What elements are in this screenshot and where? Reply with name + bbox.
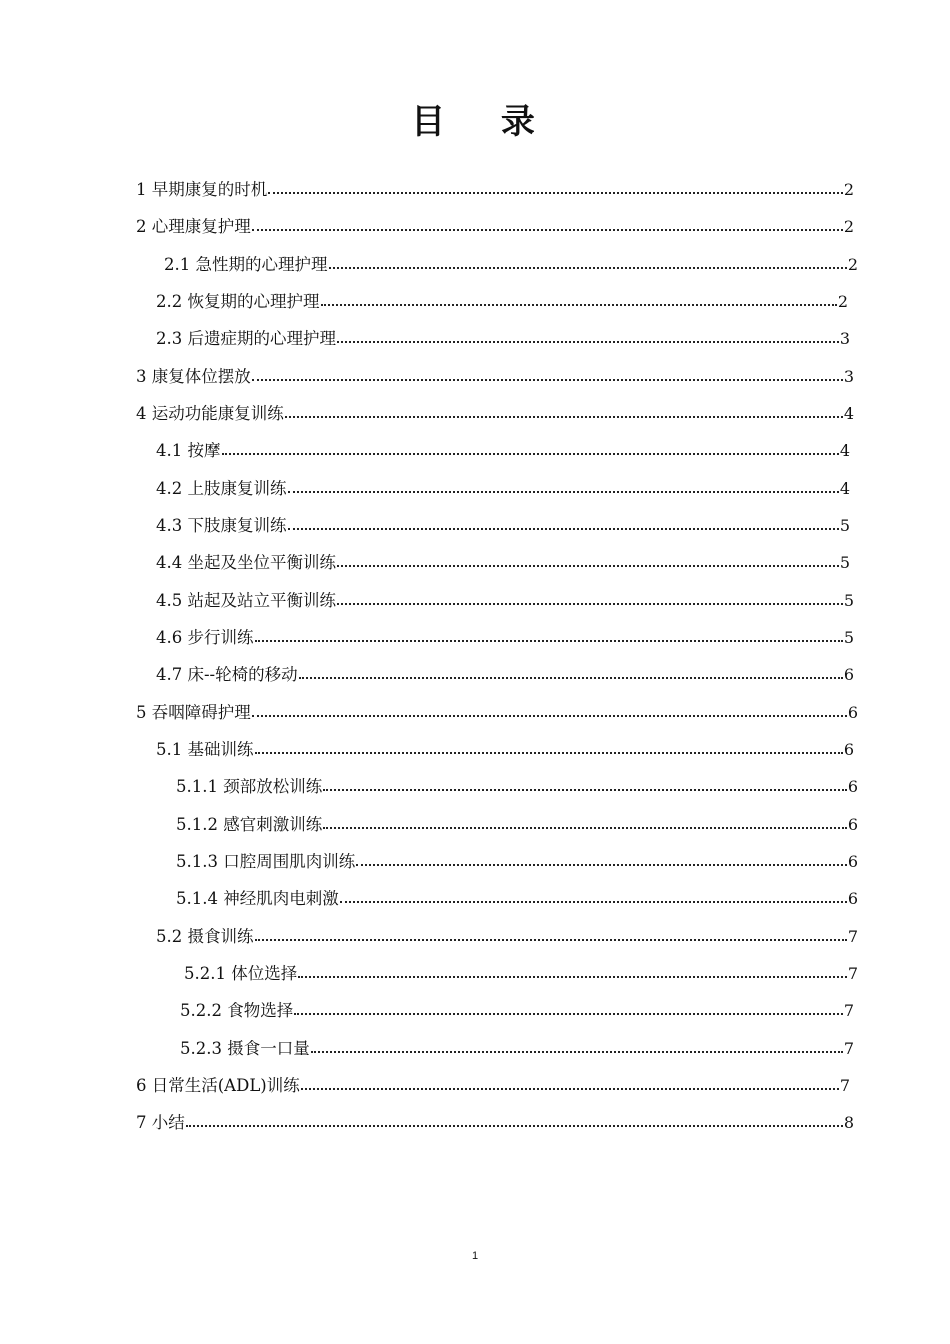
- toc-entry-label: 4.5 站起及站立平衡训练: [156, 591, 336, 610]
- dot-leader: [299, 663, 843, 679]
- dot-leader: [298, 962, 847, 978]
- dot-leader: [323, 775, 847, 791]
- toc-entry[interactable]: [156, 626, 854, 650]
- toc-entry-label: 2.1 急性期的心理护理: [164, 255, 328, 274]
- toc-entry[interactable]: [176, 850, 858, 874]
- toc-entry[interactable]: [164, 253, 858, 277]
- toc-entry[interactable]: [136, 215, 854, 239]
- toc-entry[interactable]: [156, 327, 850, 351]
- toc-entry-page: 6: [847, 852, 858, 871]
- dot-leader: [311, 1037, 843, 1053]
- toc-entry-label: 5.2.3 摄食一口量: [180, 1039, 310, 1058]
- dot-leader: [255, 738, 843, 754]
- toc-entry[interactable]: [156, 589, 854, 613]
- toc-entry[interactable]: [156, 477, 850, 501]
- toc-entry[interactable]: [176, 887, 858, 911]
- dot-leader: [255, 925, 847, 941]
- dot-leader: [340, 887, 847, 903]
- toc-entry-label: 5.1 基础训练: [156, 740, 254, 759]
- dot-leader: [268, 178, 843, 194]
- toc-entry-label: 4.6 步行训练: [156, 628, 254, 647]
- toc-entry[interactable]: [156, 439, 850, 463]
- dot-leader: [337, 551, 839, 567]
- toc-entry-label: 5.1.2 感官刺激训练: [176, 815, 323, 834]
- dot-leader: [288, 477, 839, 493]
- toc-entry[interactable]: [156, 738, 854, 762]
- toc-entry-page: 5: [839, 516, 850, 535]
- toc-entry[interactable]: [156, 551, 850, 575]
- toc-entry-page: 6: [847, 703, 858, 722]
- dot-leader: [337, 589, 843, 605]
- dot-leader: [186, 1111, 843, 1127]
- dot-leader: [255, 626, 843, 642]
- toc-entry[interactable]: [136, 178, 854, 202]
- page-title: 目 录: [411, 102, 557, 142]
- toc-entry[interactable]: [180, 1037, 854, 1061]
- toc-entry-page: 6: [843, 740, 854, 759]
- dot-leader: [252, 215, 843, 231]
- toc-entry-page: 7: [847, 927, 858, 946]
- toc-entry-label: 4.2 上肢康复训练: [156, 479, 287, 498]
- toc-entry-page: 5: [843, 628, 854, 647]
- toc-entry-label: 5.2 摄食训练: [156, 927, 254, 946]
- toc-entry-label: 2 心理康复护理: [136, 217, 251, 236]
- dot-leader: [252, 701, 847, 717]
- toc-entry[interactable]: [136, 701, 858, 725]
- toc-entry-page: 6: [847, 815, 858, 834]
- dot-leader: [285, 402, 843, 418]
- toc-entry[interactable]: [176, 775, 858, 799]
- toc-entry[interactable]: [136, 402, 854, 426]
- toc-entry-label: 2.3 后遗症期的心理护理: [156, 329, 336, 348]
- toc-entry[interactable]: [156, 663, 854, 687]
- toc-entry-label: 4 运动功能康复训练: [136, 404, 284, 423]
- dot-leader: [252, 365, 843, 381]
- toc-entry-label: 5.2.1 体位选择: [184, 964, 298, 983]
- dot-leader: [329, 253, 847, 269]
- toc-entry-label: 4.1 按摩: [156, 441, 221, 460]
- toc-entry-label: 1 早期康复的时机: [136, 180, 268, 199]
- toc-entry-page: 7: [843, 1039, 854, 1058]
- toc-entry-page: 8: [843, 1113, 854, 1132]
- toc-entry-page: 4: [839, 441, 850, 460]
- toc-entry-page: 2: [843, 180, 854, 199]
- dot-leader: [323, 813, 847, 829]
- toc-entry-label: 4.7 床--轮椅的移动: [156, 665, 298, 684]
- toc-entry-page: 4: [843, 404, 854, 423]
- dot-leader: [222, 439, 839, 455]
- dot-leader: [321, 290, 837, 306]
- toc-entry[interactable]: [136, 1074, 850, 1098]
- toc-entry-page: 4: [839, 479, 850, 498]
- toc-entry-label: 3 康复体位摆放: [136, 367, 251, 386]
- toc-entry-page: 2: [847, 255, 858, 274]
- toc-entry-page: 5: [843, 591, 854, 610]
- toc-entry-page: 7: [847, 964, 858, 983]
- toc-entry[interactable]: [156, 514, 850, 538]
- toc-entry-label: 6 日常生活(ADL)训练: [136, 1076, 300, 1095]
- dot-leader: [294, 999, 843, 1015]
- dot-leader: [288, 514, 839, 530]
- dot-leader: [337, 327, 839, 343]
- toc-entry[interactable]: [136, 1111, 854, 1135]
- toc-entry-page: 5: [839, 553, 850, 572]
- toc-entry[interactable]: [156, 290, 848, 314]
- dot-leader: [301, 1074, 839, 1090]
- toc-entry-label: 7 小结: [136, 1113, 185, 1132]
- toc-entry-page: 6: [843, 665, 854, 684]
- toc-entry-label: 5 吞咽障碍护理: [136, 703, 251, 722]
- toc-entry-label: 5.1.1 颈部放松训练: [176, 777, 323, 796]
- toc-entry-label: 4.3 下肢康复训练: [156, 516, 287, 535]
- toc-entry[interactable]: [136, 365, 854, 389]
- toc-entry[interactable]: [184, 962, 858, 986]
- toc-entry-page: 2: [837, 292, 848, 311]
- toc-entry-page: 7: [839, 1076, 850, 1095]
- toc-entry-page: 2: [843, 217, 854, 236]
- toc-entry-page: 3: [839, 329, 850, 348]
- toc-entry-label: 4.4 坐起及坐位平衡训练: [156, 553, 336, 572]
- toc-entry-label: 5.1.3 口腔周围肌肉训练: [176, 852, 356, 871]
- toc-entry-page: 3: [843, 367, 854, 386]
- toc-entry[interactable]: [176, 813, 858, 837]
- toc-entry-page: 6: [847, 777, 858, 796]
- toc-entry-page: 6: [847, 889, 858, 908]
- toc-entry[interactable]: [180, 999, 854, 1023]
- dot-leader: [356, 850, 847, 866]
- page-number: 1: [471, 1250, 479, 1262]
- toc-entry-label: 5.1.4 神经肌肉电刺激: [176, 889, 339, 908]
- toc-entry[interactable]: [156, 925, 858, 949]
- toc-entry-page: 7: [843, 1001, 854, 1020]
- toc-entry-label: 5.2.2 食物选择: [180, 1001, 294, 1020]
- toc-entry-label: 2.2 恢复期的心理护理: [156, 292, 320, 311]
